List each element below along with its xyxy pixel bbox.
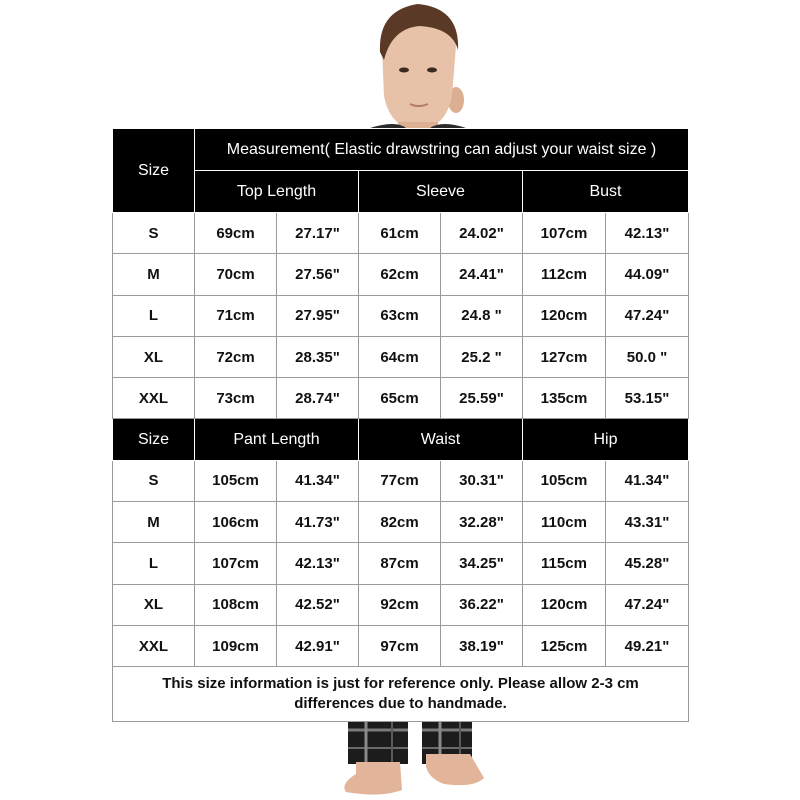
sleeve-cm: 65cm: [359, 378, 441, 419]
bust-cm: 127cm: [523, 336, 606, 377]
bust-in: 47.24": [606, 295, 689, 336]
hip-cm: 115cm: [523, 543, 606, 584]
sleeve-in: 24.8 ": [441, 295, 523, 336]
table-row: [113, 543, 689, 584]
waist-cm: 87cm: [359, 543, 441, 584]
waist-cm: 82cm: [359, 502, 441, 543]
waist-cm: 92cm: [359, 584, 441, 625]
bust-cm: 135cm: [523, 378, 606, 419]
col-header-top-length: Top Length: [195, 171, 359, 213]
waist-cm: 97cm: [359, 625, 441, 666]
top-length-cm: 73cm: [195, 378, 277, 419]
pant-length-in: 41.34": [277, 460, 359, 501]
hip-cm: 105cm: [523, 460, 606, 501]
hip-cm: 125cm: [523, 625, 606, 666]
size-header-top: Size: [113, 129, 195, 213]
waist-cm: 77cm: [359, 460, 441, 501]
size-header-bottom: Size: [113, 419, 195, 460]
top-length-cm: 69cm: [195, 213, 277, 254]
pant-length-cm: 108cm: [195, 584, 277, 625]
size-cell: S: [113, 213, 195, 254]
table-row: [113, 502, 689, 543]
waist-in: 30.31": [441, 460, 523, 501]
pant-length-in: 41.73": [277, 502, 359, 543]
waist-in: 34.25": [441, 543, 523, 584]
bust-in: 42.13": [606, 213, 689, 254]
sleeve-cm: 62cm: [359, 254, 441, 295]
col-header-hip: Hip: [523, 419, 689, 460]
size-chart-table: [112, 128, 689, 722]
bust-cm: 120cm: [523, 295, 606, 336]
size-cell: XL: [113, 584, 195, 625]
pant-length-cm: 107cm: [195, 543, 277, 584]
hip-in: 41.34": [606, 460, 689, 501]
hip-cm: 110cm: [523, 502, 606, 543]
size-cell: M: [113, 254, 195, 295]
sleeve-in: 25.2 ": [441, 336, 523, 377]
table-row: [113, 336, 689, 377]
table-row: [113, 254, 689, 295]
bust-cm: 107cm: [523, 213, 606, 254]
hip-in: 49.21": [606, 625, 689, 666]
top-length-cm: 71cm: [195, 295, 277, 336]
sleeve-cm: 64cm: [359, 336, 441, 377]
top-length-cm: 72cm: [195, 336, 277, 377]
pant-length-in: 42.91": [277, 625, 359, 666]
col-header-waist: Waist: [359, 419, 523, 460]
pant-length-in: 42.52": [277, 584, 359, 625]
top-length-in: 28.74": [277, 378, 359, 419]
sleeve-in: 24.02": [441, 213, 523, 254]
hip-in: 45.28": [606, 543, 689, 584]
col-header-pant-length: Pant Length: [195, 419, 359, 460]
col-header-bust: Bust: [523, 171, 689, 213]
size-disclaimer-note: This size information is just for reference only. Please allow 2-3 cm differences due to handmade.: [113, 667, 689, 722]
sleeve-in: 25.59": [441, 378, 523, 419]
pant-length-cm: 106cm: [195, 502, 277, 543]
sleeve-cm: 63cm: [359, 295, 441, 336]
waist-in: 32.28": [441, 502, 523, 543]
bust-cm: 112cm: [523, 254, 606, 295]
size-cell: M: [113, 502, 195, 543]
bust-in: 44.09": [606, 254, 689, 295]
model-head: [370, 4, 466, 136]
pant-length-in: 42.13": [277, 543, 359, 584]
waist-in: 36.22": [441, 584, 523, 625]
bust-in: 53.15": [606, 378, 689, 419]
table-row: [113, 584, 689, 625]
size-cell: S: [113, 460, 195, 501]
sleeve-in: 24.41": [441, 254, 523, 295]
hip-in: 47.24": [606, 584, 689, 625]
bust-in: 50.0 ": [606, 336, 689, 377]
hip-in: 43.31": [606, 502, 689, 543]
top-length-in: 28.35": [277, 336, 359, 377]
pant-length-cm: 105cm: [195, 460, 277, 501]
measurement-title: Measurement( Elastic drawstring can adjust your waist size ): [195, 129, 689, 171]
size-cell: XXL: [113, 625, 195, 666]
size-cell: XL: [113, 336, 195, 377]
sleeve-cm: 61cm: [359, 213, 441, 254]
size-cell: L: [113, 295, 195, 336]
top-length-in: 27.95": [277, 295, 359, 336]
col-header-sleeve: Sleeve: [359, 171, 523, 213]
pant-length-cm: 109cm: [195, 625, 277, 666]
top-length-in: 27.17": [277, 213, 359, 254]
top-length-in: 27.56": [277, 254, 359, 295]
waist-in: 38.19": [441, 625, 523, 666]
top-length-cm: 70cm: [195, 254, 277, 295]
table-row: [113, 460, 689, 501]
table-row: [113, 378, 689, 419]
hip-cm: 120cm: [523, 584, 606, 625]
size-cell: XXL: [113, 378, 195, 419]
table-row: [113, 625, 689, 666]
size-cell: L: [113, 543, 195, 584]
table-row: [113, 213, 689, 254]
table-row: [113, 295, 689, 336]
